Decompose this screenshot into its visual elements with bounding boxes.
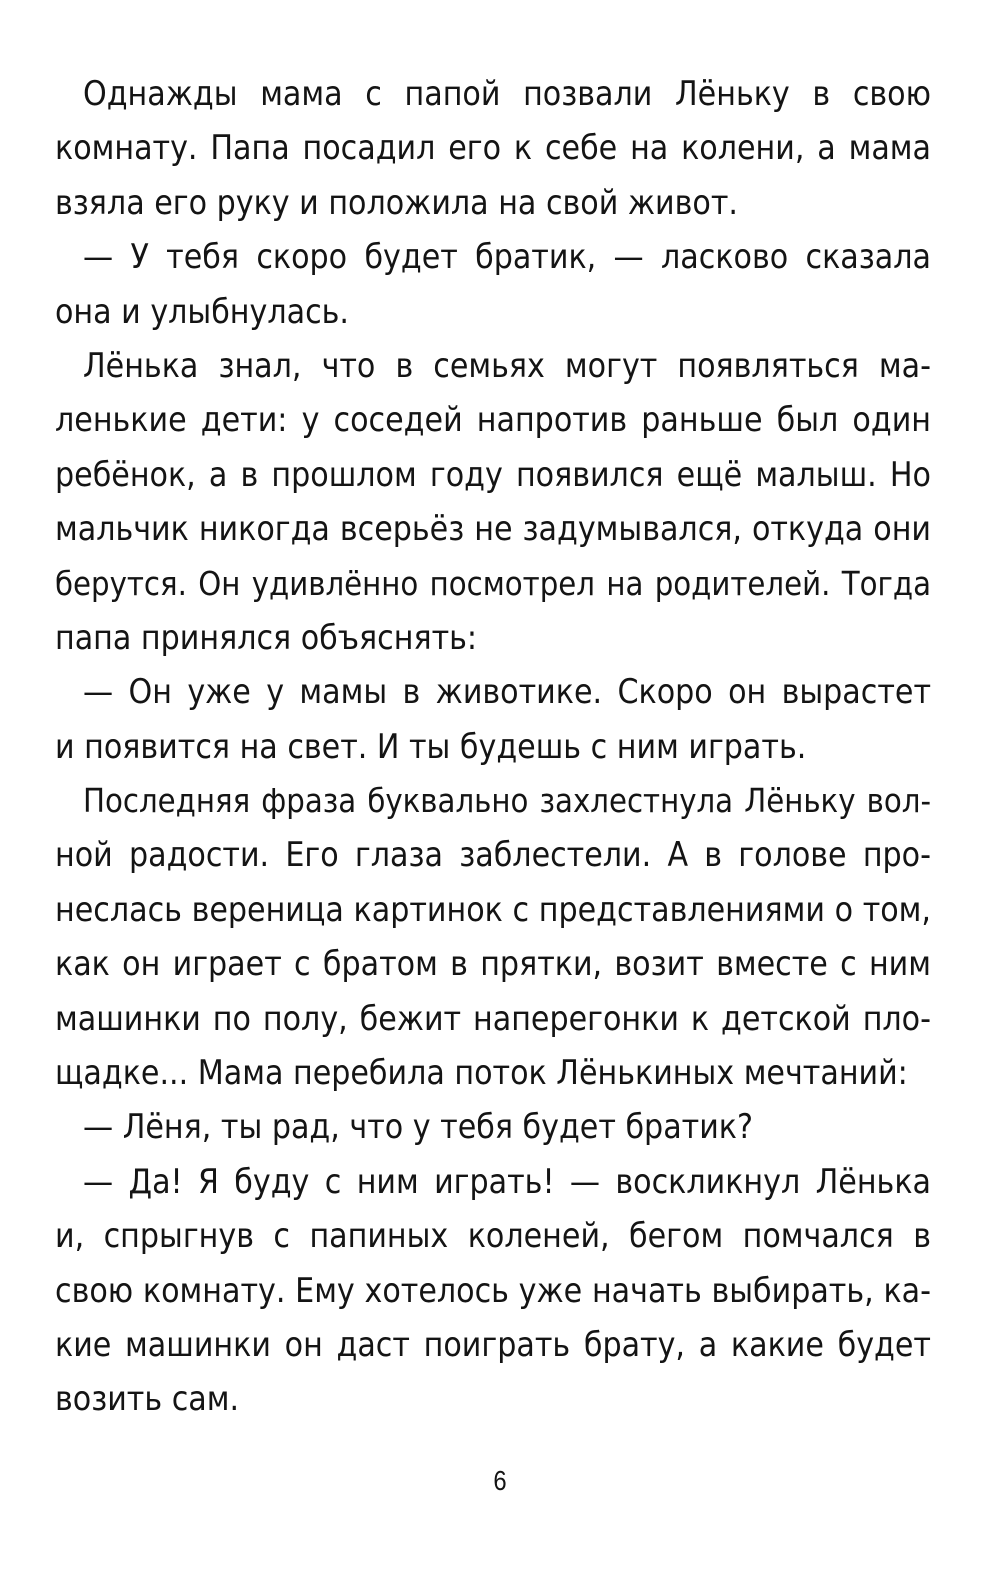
paragraph: [55, 1100, 931, 1154]
text-line: — Да! Я буду с ним играть! — воскликнул Лёнька: [83, 1161, 931, 1201]
text-line: берутся. Он удивлённо посмотрел на родителей. Тогда: [55, 564, 931, 603]
text-line: мальчик никогда всерьёз не задумывался, откуда они: [55, 509, 931, 549]
paragraph: [55, 339, 931, 665]
text-line: щадке... Мама перебила поток Лёнькиных мечтаний:: [55, 1053, 908, 1093]
paragraph: [55, 67, 931, 230]
text-line: ной радости. Его глаза заблестели. А в голове про-: [55, 835, 931, 875]
text-line: Последняя фраза буквально захлестнула Лёньку вол-: [83, 782, 931, 821]
text-line: и появится на свет. И ты будешь с ним играть.: [55, 726, 807, 766]
text-line: как он играет с братом в прятки, возит вместе с ним: [55, 944, 931, 984]
text-line: ленькие дети: у соседей напротив раньше был один: [55, 400, 931, 440]
paragraph: [55, 774, 931, 1100]
text-line: кие машинки он даст поиграть брату, а какие будет: [55, 1324, 931, 1364]
text-line: взяла его руку и положила на свой живот.: [55, 182, 738, 222]
text-line: ребёнок, а в прошлом году появился ещё малыш. Но: [55, 454, 931, 494]
text-line: и, спрыгнув с папиных коленей, бегом помчался в: [55, 1216, 931, 1256]
text-line: — Он уже у мамы в животике. Скоро он вырастет: [83, 672, 931, 712]
text-line: — Лёня, ты рад, что у тебя будет братик?: [83, 1107, 753, 1147]
text-line: Лёнька знал, что в семьях могут появляться ма-: [83, 345, 931, 385]
text-line: папа принялся объяснять:: [55, 617, 478, 657]
text-line: — У тебя скоро будет братик, — ласково сказала: [83, 237, 931, 277]
text-line: комнату. Папа посадил его к себе на колени, а мама: [55, 128, 931, 168]
paragraph: [55, 1155, 931, 1427]
text-line: Однажды мама с папой позвали Лёньку в свою: [83, 74, 931, 113]
text-line: возить сам.: [55, 1379, 240, 1419]
text-line: свою комнату. Ему хотелось уже начать выбирать, ка-: [55, 1270, 931, 1310]
text-line: машинки по полу, бежит наперегонки к детской пло-: [55, 998, 931, 1038]
paragraph: [55, 230, 931, 339]
text-line: неслась вереница картинок с представлениями о том,: [55, 889, 931, 929]
page-body: [55, 67, 931, 1427]
text-line: она и улыбнулась.: [55, 291, 349, 331]
page-number: 6: [493, 1465, 507, 1496]
paragraph: [55, 665, 931, 774]
